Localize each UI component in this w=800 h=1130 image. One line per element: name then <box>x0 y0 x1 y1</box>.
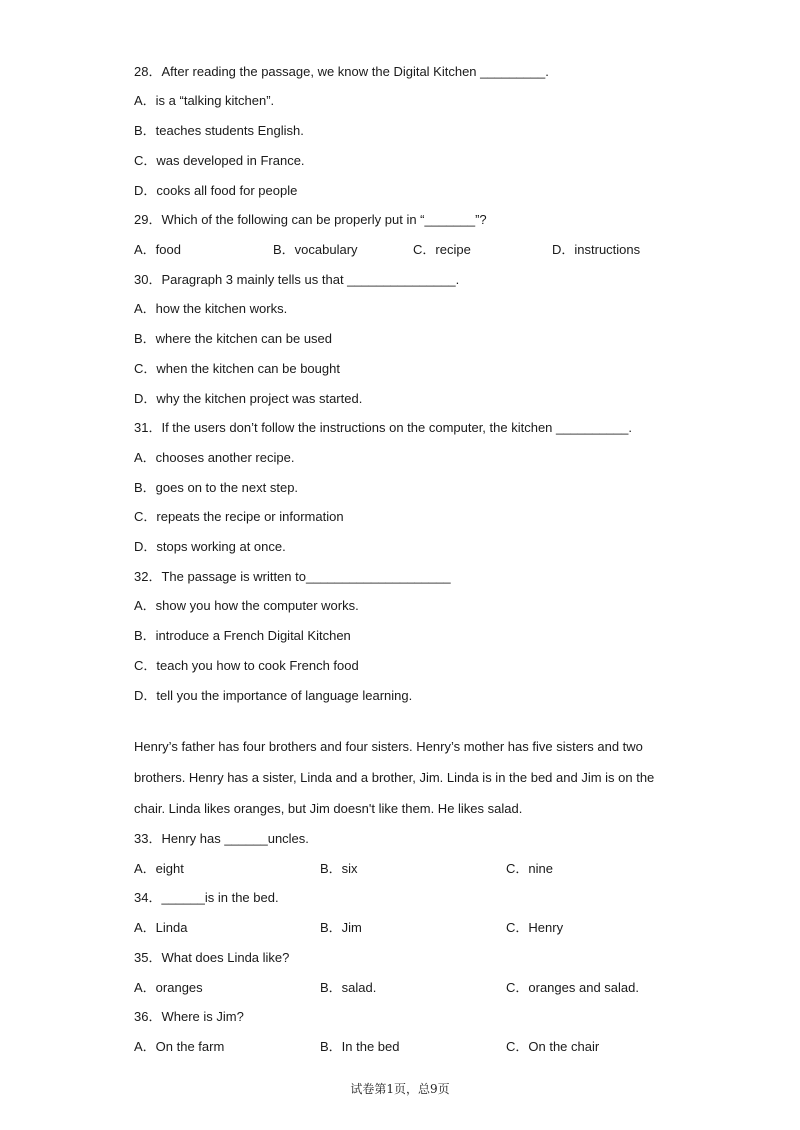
option-28-d: D．cooks all food for people <box>134 183 298 198</box>
option-31-a: A．chooses another recipe. <box>134 450 295 465</box>
question-text: ______is in the bed. <box>161 890 279 905</box>
option-30-b: B．where the kitchen can be used <box>134 331 333 346</box>
question-text: Which of the following can be properly put in “_______”? <box>161 212 487 227</box>
question-number: 34． <box>134 890 162 905</box>
question-35-stem <box>134 949 289 967</box>
question-number: 36． <box>134 1009 162 1024</box>
option-31-c: C．repeats the recipe or information <box>134 509 344 524</box>
question-number: 28． <box>134 64 162 79</box>
option-29-d: D．instructions <box>552 242 641 257</box>
question-text: If the users don’t follow the instructions on the computer, the kitchen __________. <box>161 420 632 435</box>
option-30-a: A．how the kitchen works. <box>134 301 288 316</box>
option-36-c: C．On the chair <box>506 1039 600 1054</box>
option-29-b: B．vocabulary <box>273 242 358 257</box>
question-29-stem <box>134 211 487 229</box>
option-30-d: D．why the kitchen project was started. <box>134 391 363 406</box>
option-34-a: A．Linda <box>134 920 188 935</box>
page-footer: 试卷第1页，总9页 <box>350 1082 450 1096</box>
question-36-stem <box>134 1008 244 1026</box>
option-35-c: C．oranges and salad. <box>506 980 639 995</box>
option-32-c: C．teach you how to cook French food <box>134 658 359 673</box>
option-33-a: A．eight <box>134 861 184 876</box>
question-text: Paragraph 3 mainly tells us that _______________. <box>161 272 460 287</box>
option-30-c: C．when the kitchen can be bought <box>134 361 340 376</box>
question-number: 35． <box>134 950 162 965</box>
option-36-a: A．On the farm <box>134 1039 225 1054</box>
option-28-b: B．teaches students English. <box>134 123 304 138</box>
option-34-c: C．Henry <box>506 920 564 935</box>
option-35-b: B．salad. <box>320 980 377 995</box>
option-32-b: B．introduce a French Digital Kitchen <box>134 628 351 643</box>
question-34-stem <box>134 889 279 907</box>
question-30-stem <box>134 271 459 289</box>
question-31-stem <box>134 419 632 437</box>
option-29-a: A．food <box>134 242 181 257</box>
option-33-c: C．nine <box>506 861 553 876</box>
option-31-d: D．stops working at once. <box>134 539 286 554</box>
option-31-b: B．goes on to the next step. <box>134 480 299 495</box>
question-text: Where is Jim? <box>161 1009 244 1024</box>
option-29-c: C．recipe <box>413 242 471 257</box>
question-text: Henry has ______uncles. <box>161 831 309 846</box>
option-28-c: C．was developed in France. <box>134 153 305 168</box>
question-33-stem <box>134 830 309 848</box>
question-number: 29． <box>134 212 162 227</box>
option-32-a: A．show you how the computer works. <box>134 598 359 613</box>
question-number: 33． <box>134 831 162 846</box>
question-number: 30． <box>134 272 162 287</box>
option-35-a: A．oranges <box>134 980 203 995</box>
option-34-b: B．Jim <box>320 920 362 935</box>
option-33-b: B．six <box>320 861 358 876</box>
option-28-a: A．is a “talking kitchen”. <box>134 93 275 108</box>
option-32-d: D．tell you the importance of language learning. <box>134 688 413 703</box>
question-text: What does Linda like? <box>161 950 290 965</box>
question-number: 32． <box>134 569 162 584</box>
question-28-stem <box>134 63 549 81</box>
question-32-stem <box>134 568 451 586</box>
option-36-b: B．In the bed <box>320 1039 400 1054</box>
question-text: After reading the passage, we know the Digital Kitchen _________. <box>161 64 549 79</box>
question-number: 31． <box>134 420 162 435</box>
reading-passage: Henry’s father has four brothers and four sisters. Henry’s mother has five sisters and two brothers. Henry has a sister, Linda and a brother, Jim. Linda is in the bed and Jim is on the chair. Linda likes oranges, but Jim doesn't like them. He likes salad. <box>134 739 655 816</box>
question-text: The passage is written to____________________ <box>161 569 451 584</box>
